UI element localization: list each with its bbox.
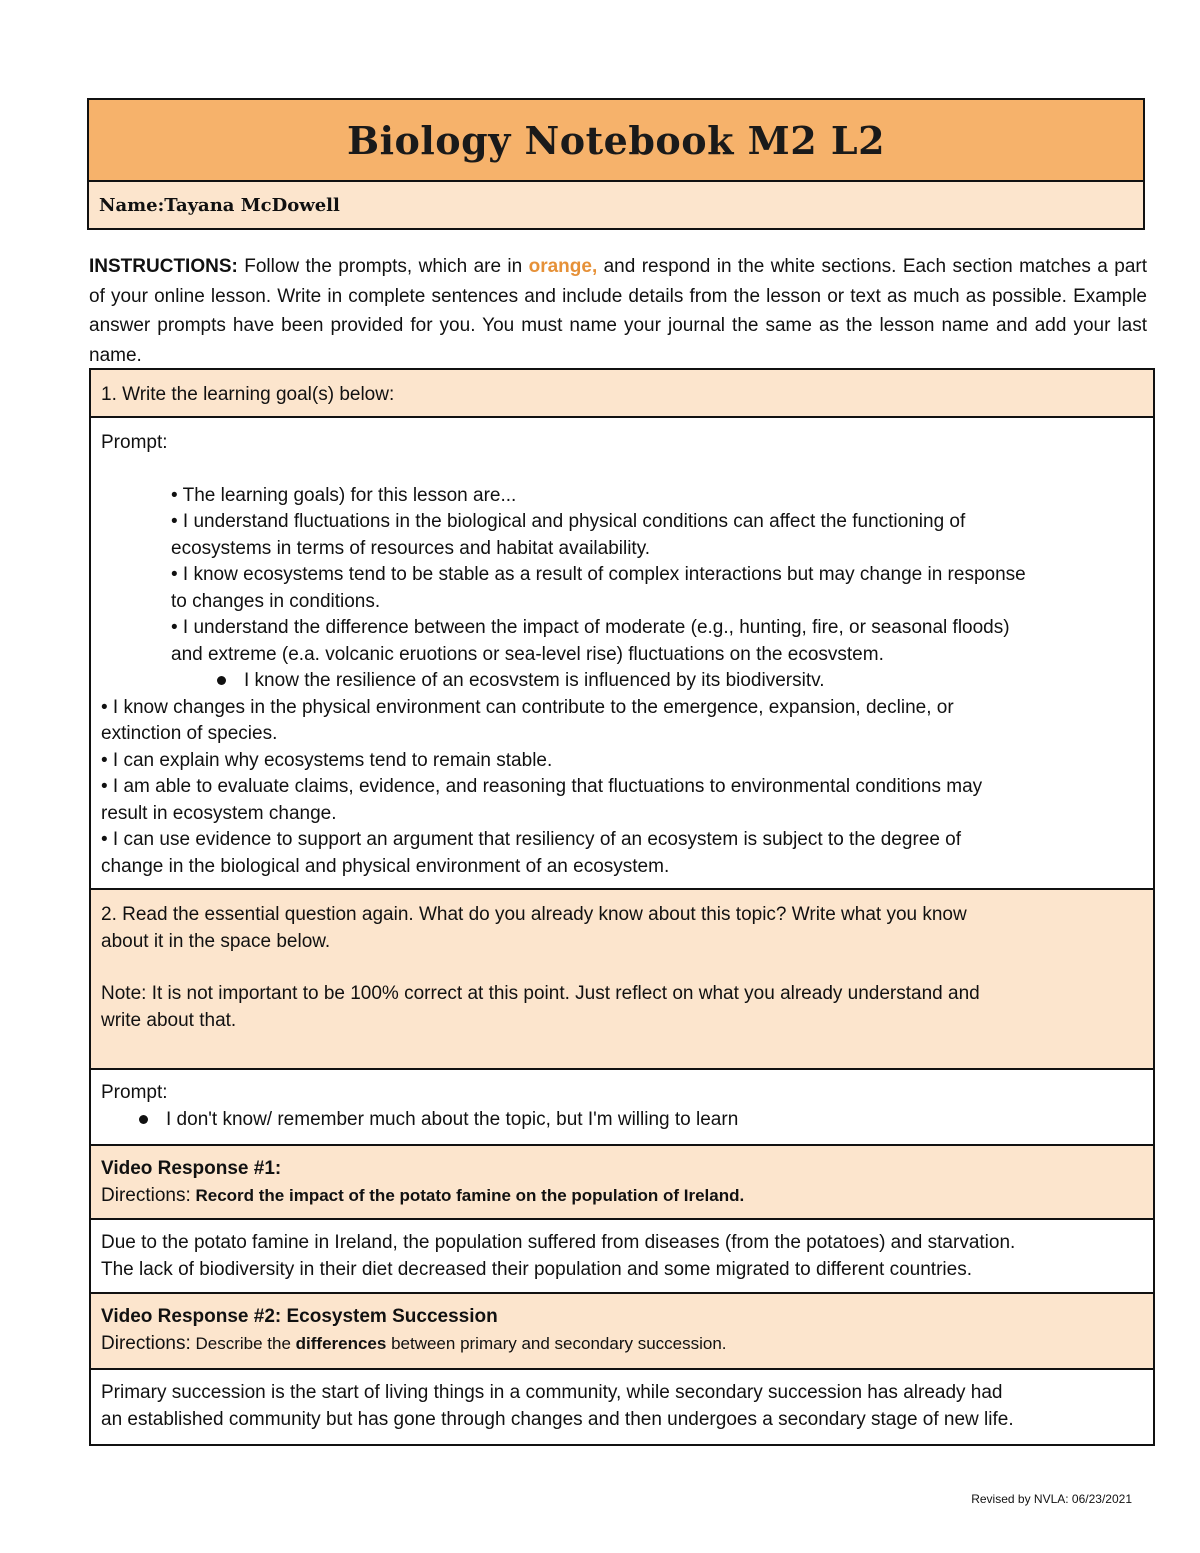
header-box <box>87 98 1145 230</box>
goal-b-cont: to changes in conditions. <box>171 590 381 612</box>
name-label: Name: <box>99 194 165 216</box>
goal-intro: • The learning goals) for this lesson are... <box>171 484 517 506</box>
video1-directions: Record the impact of the potato famine on the population of Ireland. <box>190 1185 745 1205</box>
video2-answer-line1: Primary succession is the start of living things in a community, while secondary succession has already had <box>101 1382 1003 1403</box>
video2-heading-cell <box>91 1294 1153 1370</box>
goal-f: • I can explain why ecosystems tend to remain stable. <box>101 749 553 771</box>
goal-c: • I understand the difference between the impact of moderate (e.g., hunting, fire, or seasonal floods) <box>171 617 1010 638</box>
video2-directions-pre: Describe the <box>190 1333 296 1353</box>
section2-note-line2: write about that. <box>101 1009 237 1031</box>
video1-answer-line2: The lack of biodiversity in their diet decreased their population and some migrated to different countries. <box>101 1258 972 1280</box>
section1-prompt-label: Prompt: <box>101 432 168 453</box>
video1-title: Video Response #1: <box>101 1158 282 1179</box>
notebook-table <box>89 368 1155 1446</box>
title-row <box>89 100 1143 182</box>
video2-directions-bold: differences <box>295 1333 387 1353</box>
goal-a: • I understand fluctuations in the biological and physical conditions can affect the functioning of <box>171 511 966 532</box>
video2-directions-post: between primary and secondary succession. <box>386 1333 727 1353</box>
goal-g: • I am able to evaluate claims, evidence, and reasoning that fluctuations to environmental conditions may <box>101 776 983 797</box>
goal-d: I know the resilience of an ecosvstem is influenced by its biodiversitv. <box>244 670 825 691</box>
video1-directions-label: Directions: <box>101 1184 191 1206</box>
name-row <box>89 182 1143 228</box>
goal-h: • I can use evidence to support an argument that resiliency of an ecosystem is subject to the degree of <box>101 829 962 850</box>
goal-e: • I know changes in the physical environment can contribute to the emergence, expansion, decline, or <box>101 696 954 718</box>
page-title: Biology Notebook M2 L2 <box>346 117 886 163</box>
goal-c-cont: and extreme (e.a. volcanic eruotions or sea-level rise) fluctuations on the ecosvstem. <box>171 643 884 665</box>
instructions <box>89 252 1147 370</box>
goal-a-cont: ecosystems in terms of resources and habitat availability. <box>171 537 651 559</box>
section2-note-line1: Note: It is not important to be 100% correct at this point. Just reflect on what you already understand and <box>101 983 980 1004</box>
instructions-label: INSTRUCTIONS: <box>89 256 238 277</box>
section2-answer: I don't know/ remember much about the topic, but I'm willing to learn <box>166 1108 739 1130</box>
section1-heading-cell <box>91 370 1153 418</box>
instructions-orange-word: orange, <box>528 256 598 277</box>
video2-directions-label: Directions: <box>101 1332 191 1354</box>
goal-e-cont: extinction of species. <box>101 723 278 744</box>
section1-answer-cell[interactable] <box>91 418 1153 890</box>
section2-prompt-label: Prompt: <box>101 1082 168 1103</box>
video2-answer-line2: an established community but has gone through changes and then undergoes a secondary stage of new life. <box>101 1408 1014 1430</box>
bullet-dot-icon <box>139 1115 148 1124</box>
instructions-text-before: Follow the prompts, which are in <box>237 256 529 277</box>
goal-b: • I know ecosystems tend to be stable as a result of complex interactions but may change in response <box>171 564 1026 585</box>
video2-directions-row <box>101 1331 1143 1358</box>
goal-g-cont: result in ecosystem change. <box>101 802 337 824</box>
section2-heading-cell <box>91 890 1153 1070</box>
revision-footer: Revised by NVLA: 06/23/2021 <box>971 1492 1132 1506</box>
section2-answer-cell[interactable] <box>91 1070 1153 1146</box>
video1-answer-line1: Due to the potato famine in Ireland, the population suffered from diseases (from the potatoes) and starvation. <box>101 1232 1016 1253</box>
goal-h-cont: change in the biological and physical environment of an ecosystem. <box>101 855 670 877</box>
video1-heading-cell <box>91 1146 1153 1220</box>
bullet-dot-icon <box>217 676 226 685</box>
name-value: Tayana McDowell <box>164 194 340 216</box>
section2-heading-line2: about it in the space below. <box>101 930 331 952</box>
instructions-text-after: and respond in the white sections. Each section matches a part of your online lesson. Write in complete sentences and include details from the lesson or text as much as possible. Example answer prompts have been provided for you. You must name your journal the same as the lesson name and add your last name. <box>89 256 1147 366</box>
section2-answer-row <box>101 1107 1143 1134</box>
section1-heading: 1. Write the learning goal(s) below: <box>101 384 395 405</box>
video1-directions-row <box>101 1183 1143 1210</box>
video2-title: Video Response #2: Ecosystem Succession <box>101 1306 498 1327</box>
video1-answer-cell[interactable] <box>91 1220 1153 1294</box>
video2-answer-cell[interactable] <box>91 1370 1153 1444</box>
goal-d-row <box>101 668 1143 695</box>
section2-heading-line1: 2. Read the essential question again. What do you already know about this topic? Write what you know <box>101 904 967 925</box>
